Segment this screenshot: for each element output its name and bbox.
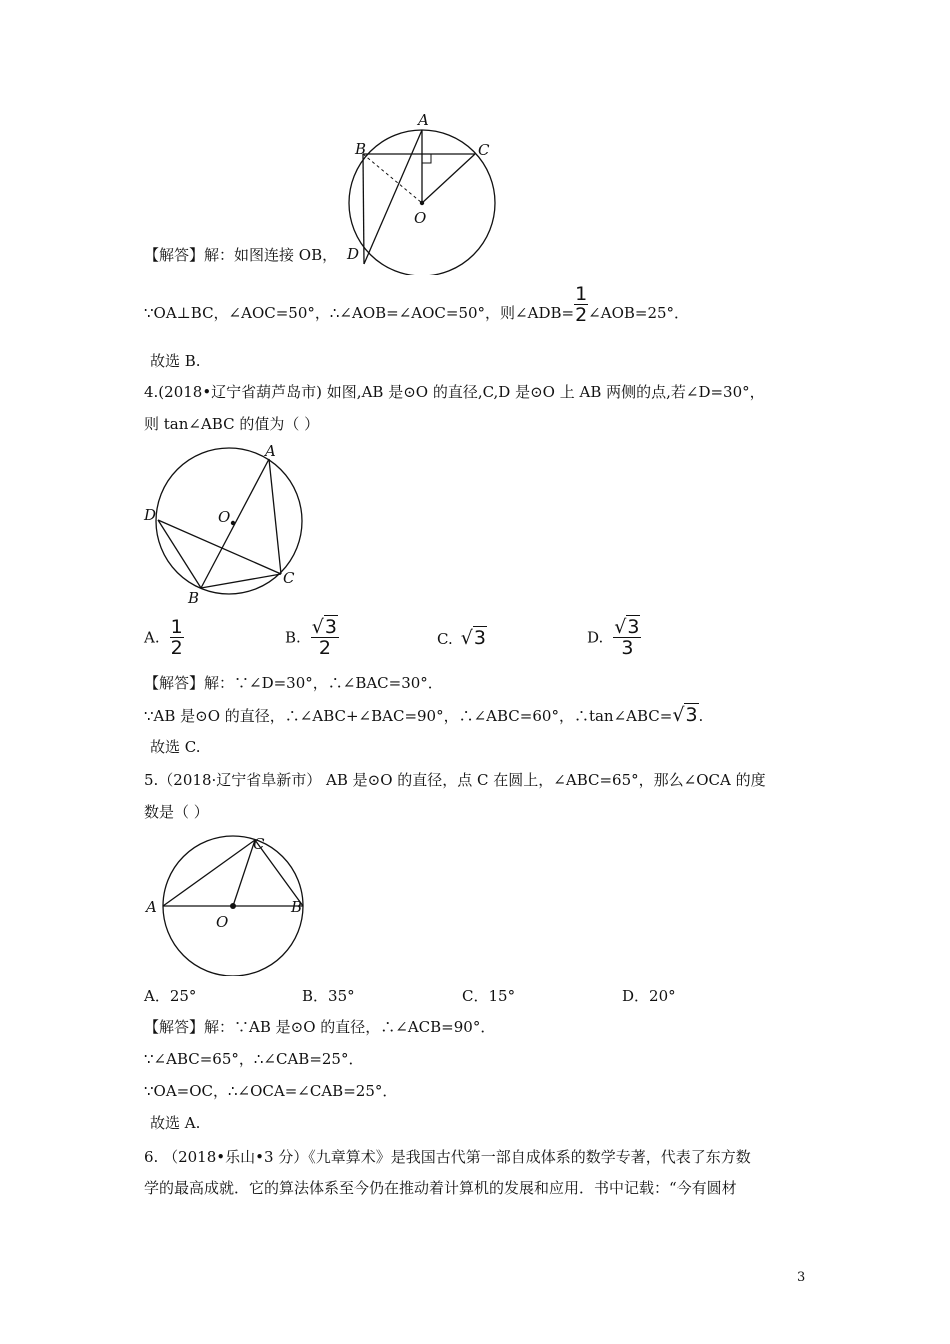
fig1-label-b: B: [355, 140, 367, 158]
page-number: 3: [797, 1270, 806, 1285]
q5-line2: 数是（ ）: [144, 803, 209, 821]
q5-option-d: D．20°: [622, 987, 676, 1005]
q5-label-a: A: [146, 898, 157, 916]
q5-sol2: ∵∠ABC=65°，∴∠CAB=25°．: [144, 1050, 364, 1068]
sol3-fraction: $\frac{1}{2}$: [575, 282, 588, 326]
sol3-line1: 【解答】解：如图连接 OB，: [144, 246, 338, 264]
q5-sol3: ∵OA=OC，∴∠OCA=∠CAB=25°．: [144, 1082, 398, 1100]
q4-sol1: 【解答】解：∵∠D=30°，∴∠BAC=30°．: [144, 674, 443, 692]
q5-option-b: B．35°: [302, 987, 355, 1005]
q4-label-b: B: [188, 589, 200, 607]
q5-line1: 5.（2018·辽宁省阜新市） AB 是⊙O 的直径，点 C 在圆上，∠ABC=65°，那么∠OCA 的度: [144, 771, 766, 789]
fig1-label-d: D: [347, 245, 360, 263]
q4-line1: 4.(2018•辽宁省葫芦岛市) 如图,AB 是⊙O 的直径,C,D 是⊙O 上 AB 两侧的点,若∠D=30°，: [144, 383, 765, 401]
q4-option-c: C. √3: [437, 627, 486, 649]
q4-option-d: D. $\frac{√3}{3}$: [587, 616, 640, 659]
q4-sol3: 故选 C.: [150, 738, 201, 756]
fig1-label-o: O: [414, 209, 427, 227]
q4-option-a: A. $\frac{1}{2}$: [144, 616, 183, 659]
fig1-label-a: A: [418, 111, 429, 129]
q5-option-a: A．25°: [144, 987, 197, 1005]
q4-sol2: ∵AB 是⊙O 的直径，∴∠ABC+∠BAC=90°，∴∠ABC=60°，∴tan∠ABC=√3.: [144, 704, 704, 726]
figure-circle-abcd-1: [330, 105, 510, 275]
q5-label-c: C: [253, 835, 265, 853]
figure-circle-q4: [138, 440, 318, 610]
sol3-line2-b: ∠AOB=25°．: [588, 304, 690, 322]
q5-option-c: C．15°: [462, 987, 516, 1005]
sol3-line2: [144, 282, 690, 326]
q4-line2: 则 tan∠ABC 的值为（ ）: [144, 415, 320, 433]
q5-label-b: B: [291, 898, 303, 916]
fig1-label-c: C: [478, 141, 490, 159]
q5-sol1: 【解答】解：∵AB 是⊙O 的直径，∴∠ACB=90°．: [144, 1018, 496, 1036]
sol3-line2-a: ∵OA⊥BC，∠AOC=50°，∴∠AOB=∠AOC=50°，则∠ADB=: [144, 304, 575, 322]
q5-label-o: O: [216, 913, 229, 931]
figure-circle-q5: [140, 826, 315, 976]
q4-label-d: D: [144, 506, 157, 524]
q4-label-a: A: [265, 442, 276, 460]
q6-line2: 学的最高成就．它的算法体系至今仍在推动着计算机的发展和应用．书中记载：“今有圆材: [144, 1179, 737, 1197]
q4-label-c: C: [283, 569, 295, 587]
q4-label-o: O: [218, 508, 231, 526]
sol3-line3: 故选 B.: [150, 352, 201, 370]
q5-sol4: 故选 A.: [150, 1114, 201, 1132]
q4-option-b: B. $\frac{√3}{2}$: [285, 616, 337, 659]
q6-line1: 6. （2018•乐山•3 分）《九章算术》是我国古代第一部自成体系的数学专著，代表了东方数: [144, 1148, 751, 1166]
